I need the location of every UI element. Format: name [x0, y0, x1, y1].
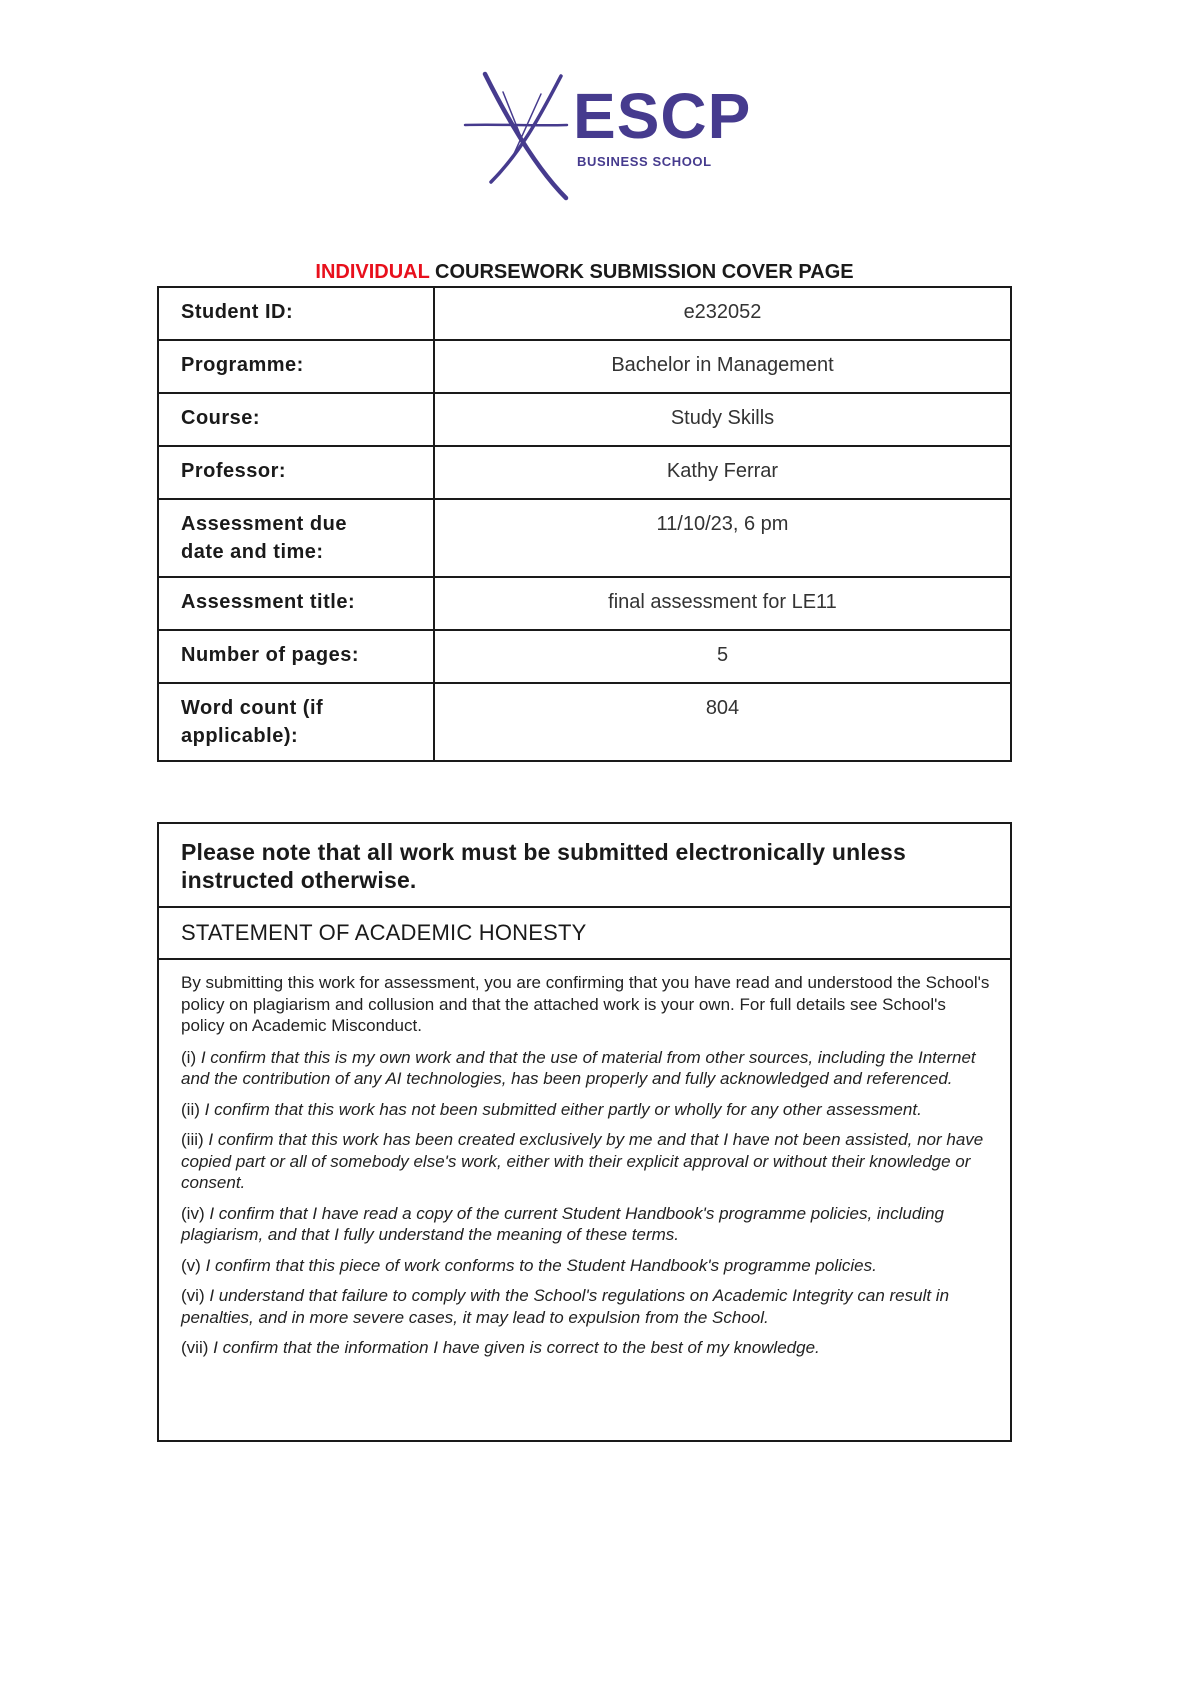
honesty-item	[181, 1129, 992, 1194]
item-text: I confirm that this piece of work conforms to the Student Handbook's programme policies.	[205, 1255, 877, 1275]
course-label: Course:	[158, 393, 434, 446]
submission-info-table	[157, 286, 1012, 762]
programme-label: Programme:	[158, 340, 434, 393]
word-count-label-line2: applicable):	[181, 725, 299, 747]
professor-label: Professor:	[158, 446, 434, 499]
honesty-body	[159, 960, 1010, 1359]
table-row	[158, 340, 1011, 393]
table-row	[158, 446, 1011, 499]
table-row	[158, 630, 1011, 683]
honesty-item	[181, 1099, 992, 1121]
honesty-item	[181, 1285, 992, 1328]
table-row	[158, 287, 1011, 340]
student-id-value: e232052	[434, 287, 1011, 340]
course-value: Study Skills	[434, 393, 1011, 446]
honesty-item	[181, 1337, 992, 1359]
table-row	[158, 499, 1011, 577]
logo-wordmark: ESCP	[573, 80, 752, 152]
honesty-item	[181, 1255, 992, 1277]
page-title	[157, 259, 1012, 285]
item-number: (ii)	[181, 1099, 200, 1119]
honesty-item	[181, 1047, 992, 1090]
table-row	[158, 393, 1011, 446]
escp-star-icon	[463, 70, 573, 202]
item-number: (vii)	[181, 1338, 209, 1357]
programme-value: Bachelor in Management	[434, 340, 1011, 393]
title-rest: COURSEWORK SUBMISSION COVER PAGE	[429, 261, 854, 283]
title-highlight: INDIVIDUAL	[315, 261, 430, 283]
academic-honesty-box	[157, 822, 1012, 1442]
item-text: I confirm that I have read a copy of the current Student Handbook's programme policies, including plagiarism, and that I fully understand the meaning of these terms.	[181, 1203, 944, 1244]
table-row	[158, 577, 1011, 630]
item-text: I confirm that this work has not been submitted either partly or wholly for any other assessment.	[204, 1099, 922, 1119]
due-label	[158, 499, 434, 577]
logo-subtitle: BUSINESS SCHOOL	[577, 154, 712, 169]
due-label-line2: date and time:	[181, 541, 324, 563]
item-number: (i)	[181, 1047, 197, 1067]
item-number: (iii)	[181, 1130, 204, 1149]
item-text: I confirm that this work has been created exclusively by me and that I have not been assisted, nor have copied part or all of somebody else's work, either with their explicit approval or without their knowledge or consent.	[181, 1130, 984, 1192]
escp-logo	[463, 70, 752, 202]
pages-label: Number of pages:	[158, 630, 434, 683]
item-number: (v)	[181, 1255, 201, 1275]
submission-note: Please note that all work must be submitted electronically unless instructed otherwise.	[159, 824, 1010, 908]
item-number: (iv)	[181, 1203, 205, 1223]
due-value: 11/10/23, 6 pm	[434, 499, 1011, 577]
item-text: I confirm that this is my own work and that the use of material from other sources, including the Internet and the contribution of any AI technologies, has been properly and fully acknowledged and referenced.	[181, 1047, 976, 1088]
honesty-item	[181, 1203, 992, 1246]
table-row	[158, 683, 1011, 761]
item-text: I understand that failure to comply with the School's regulations on Academic Integrity can result in penalties, and in more severe cases, it may lead to expulsion from the School.	[181, 1286, 950, 1327]
word-count-value: 804	[434, 683, 1011, 761]
assessment-title-label: Assessment title:	[158, 577, 434, 630]
honesty-intro: By submitting this work for assessment, you are confirming that you have read and understood the School's policy on plagiarism and collusion and that the attached work is your own. For full details see School's policy on Academic Misconduct.	[181, 973, 990, 1035]
due-label-line1: Assessment due	[181, 513, 347, 535]
assessment-title-value: final assessment for LE11	[434, 577, 1011, 630]
item-number: (vi)	[181, 1286, 205, 1305]
pages-value: 5	[434, 630, 1011, 683]
word-count-label	[158, 683, 434, 761]
professor-value: Kathy Ferrar	[434, 446, 1011, 499]
item-text: I confirm that the information I have given is correct to the best of my knowledge.	[213, 1338, 820, 1357]
honesty-heading: STATEMENT OF ACADEMIC HONESTY	[159, 908, 1010, 960]
word-count-label-line1: Word count (if	[181, 697, 324, 719]
student-id-label: Student ID:	[158, 287, 434, 340]
